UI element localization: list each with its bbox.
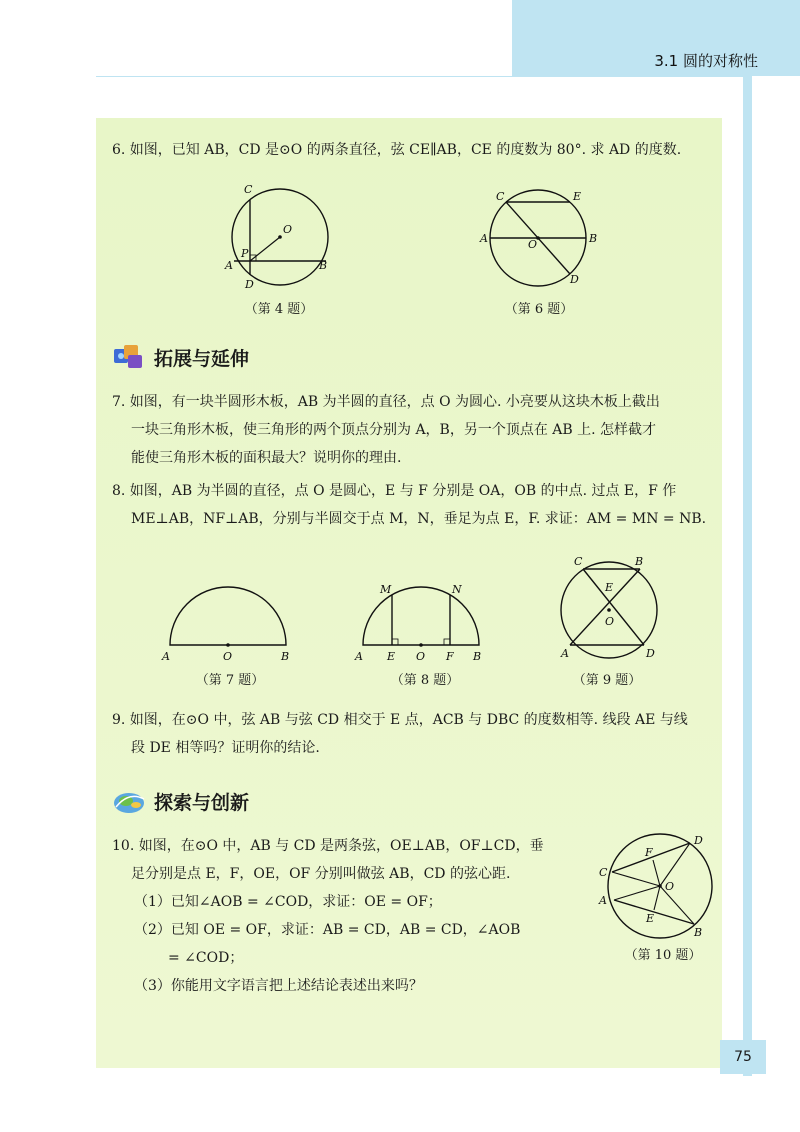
fig4-segment-po bbox=[250, 237, 280, 261]
fig10-segment-oe bbox=[654, 886, 660, 910]
fig4-label-b: B bbox=[319, 259, 328, 272]
fig10-segment-of bbox=[653, 860, 660, 886]
fig8-label-f: F bbox=[446, 650, 454, 663]
problem-8 bbox=[112, 477, 706, 533]
fig10-label-d: D bbox=[694, 834, 703, 847]
caption-fig7: （第 7 题） bbox=[195, 673, 265, 688]
fig7-semicircle bbox=[170, 587, 286, 645]
fig9-label-e: E bbox=[605, 581, 614, 594]
figure-6 bbox=[478, 190, 608, 300]
fig8-label-o: O bbox=[416, 650, 426, 663]
problem-10-sub-3: （3）你能用文字语言把上述结论表述出来吗？ bbox=[134, 978, 423, 994]
fig6-label-d: D bbox=[570, 273, 579, 286]
fig6-label-o: O bbox=[528, 238, 538, 251]
fig9-label-d: D bbox=[646, 647, 655, 660]
fig7-label-b: B bbox=[281, 650, 290, 663]
figure-10 bbox=[598, 832, 723, 942]
fig4-label-p: P bbox=[241, 247, 249, 260]
problem-9 bbox=[112, 706, 688, 762]
fig4-label-a: A bbox=[225, 259, 233, 272]
fig8-right-angle-f bbox=[444, 639, 450, 645]
problem-10-line-1: 10. 如图，在⊙O 中，AB 与 CD 是两条弦，OE⊥AB，OF⊥CD，垂 bbox=[112, 838, 544, 854]
figure-7 bbox=[160, 585, 300, 665]
globe-icon bbox=[112, 787, 146, 815]
caption-fig10: （第 10 题） bbox=[624, 948, 702, 963]
caption-fig6: （第 6 题） bbox=[504, 302, 574, 317]
problem-7-line-3: 能使三角形木板的面积最大？说明你的理由. bbox=[131, 450, 402, 466]
fig4-label-o: O bbox=[283, 223, 293, 236]
problem-10 bbox=[112, 832, 582, 1000]
fig8-label-n: N bbox=[452, 583, 462, 596]
fig9-center-dot bbox=[607, 608, 611, 612]
fig8-label-m: M bbox=[380, 583, 392, 596]
section-explore bbox=[112, 786, 249, 816]
caption-fig8: （第 8 题） bbox=[390, 673, 460, 688]
figure-4 bbox=[220, 185, 340, 295]
fig9-label-o: O bbox=[605, 615, 615, 628]
caption-fig4: （第 4 题） bbox=[244, 302, 314, 317]
header-rule bbox=[96, 76, 746, 77]
fig4-center-dot bbox=[278, 235, 282, 239]
fig8-label-a: A bbox=[355, 650, 363, 663]
fig6-label-b: B bbox=[589, 232, 598, 245]
problem-10-sub-1: （1）已知∠AOB = ∠COD，求证：OE = OF； bbox=[134, 894, 442, 910]
section-extension bbox=[112, 342, 249, 372]
fig10-center-dot bbox=[658, 884, 662, 888]
fig9-label-b: B bbox=[635, 555, 644, 568]
fig8-right-angle-e bbox=[392, 639, 398, 645]
section-explore-title: 探索与创新 bbox=[154, 791, 250, 814]
puzzle-icon bbox=[112, 343, 146, 371]
fig10-label-f: F bbox=[645, 846, 653, 859]
problem-10-line-2: 足分别是点 E，F，OE，OF 分别叫做弦 AB，CD 的弦心距. bbox=[131, 866, 511, 882]
caption-fig9: （第 9 题） bbox=[572, 673, 642, 688]
problem-9-line-2: 段 DE 相等吗？证明你的结论. bbox=[131, 740, 320, 756]
fig7-center-dot bbox=[226, 643, 230, 647]
fig4-label-d: D bbox=[245, 278, 254, 291]
problem-7-line-2: 一块三角形木板，使三角形的两个顶点分别为 A，B，另一个顶点在 AB 上. 怎样截才 bbox=[131, 422, 657, 438]
fig9-label-c: C bbox=[574, 555, 583, 568]
section-extension-title: 拓展与延伸 bbox=[154, 347, 250, 370]
problem-7-line-1: 7. 如图，有一块半圆形木板，AB 为半圆的直径，点 O 为圆心. 小亮要从这块木板上截出 bbox=[112, 394, 660, 410]
fig10-label-a: A bbox=[599, 894, 607, 907]
problem-10-sub-2: （2）已知 OE = OF，求证：AB = CD，AB = CD，∠AOB bbox=[134, 922, 521, 938]
problem-9-line-1: 9. 如图，在⊙O 中，弦 AB 与弦 CD 相交于 E 点，ACB 与 DBC 的度数相等. 线段 AE 与线 bbox=[112, 712, 688, 728]
fig6-label-e: E bbox=[573, 190, 582, 203]
fig10-label-b: B bbox=[694, 926, 703, 939]
fig10-segment-oa bbox=[614, 886, 660, 900]
fig9-chord-cd bbox=[583, 569, 644, 645]
fig6-label-c: C bbox=[496, 190, 505, 203]
page-number: 75 bbox=[720, 1040, 766, 1074]
fig8-center-dot bbox=[419, 643, 423, 647]
fig10-segment-oc bbox=[612, 872, 660, 886]
fig10-label-c: C bbox=[599, 866, 608, 879]
problem-8-line-2: ME⊥AB，NF⊥AB，分别与半圆交于点 M，N，垂足为点 E，F. 求证：AM = MN = NB. bbox=[131, 511, 707, 527]
fig8-label-e: E bbox=[387, 650, 396, 663]
fig10-label-o: O bbox=[665, 880, 675, 893]
fig10-label-e: E bbox=[646, 912, 655, 925]
problem-7 bbox=[112, 388, 660, 472]
problem-6 bbox=[112, 136, 681, 164]
fig9-label-a: A bbox=[561, 647, 569, 660]
fig4-label-c: C bbox=[244, 183, 253, 196]
fig6-label-a: A bbox=[480, 232, 488, 245]
side-strip bbox=[743, 76, 752, 1076]
problem-10-sub-2b: = ∠COD； bbox=[168, 950, 244, 966]
figure-8 bbox=[355, 580, 490, 665]
section-title: 3.1 圆的对称性 bbox=[654, 52, 758, 70]
problem-6-text: 6. 如图，已知 AB，CD 是⊙O 的两条直径，弦 CE∥AB，CE 的度数为 80°. 求 AD 的度数. bbox=[112, 142, 682, 158]
fig7-label-o: O bbox=[223, 650, 233, 663]
fig7-label-a: A bbox=[162, 650, 170, 663]
fig8-label-b: B bbox=[473, 650, 482, 663]
figure-9 bbox=[555, 555, 665, 665]
problem-8-line-1: 8. 如图，AB 为半圆的直径，点 O 是圆心，E 与 F 分别是 OA，OB 的中点. 过点 E，F 作 bbox=[112, 483, 677, 499]
